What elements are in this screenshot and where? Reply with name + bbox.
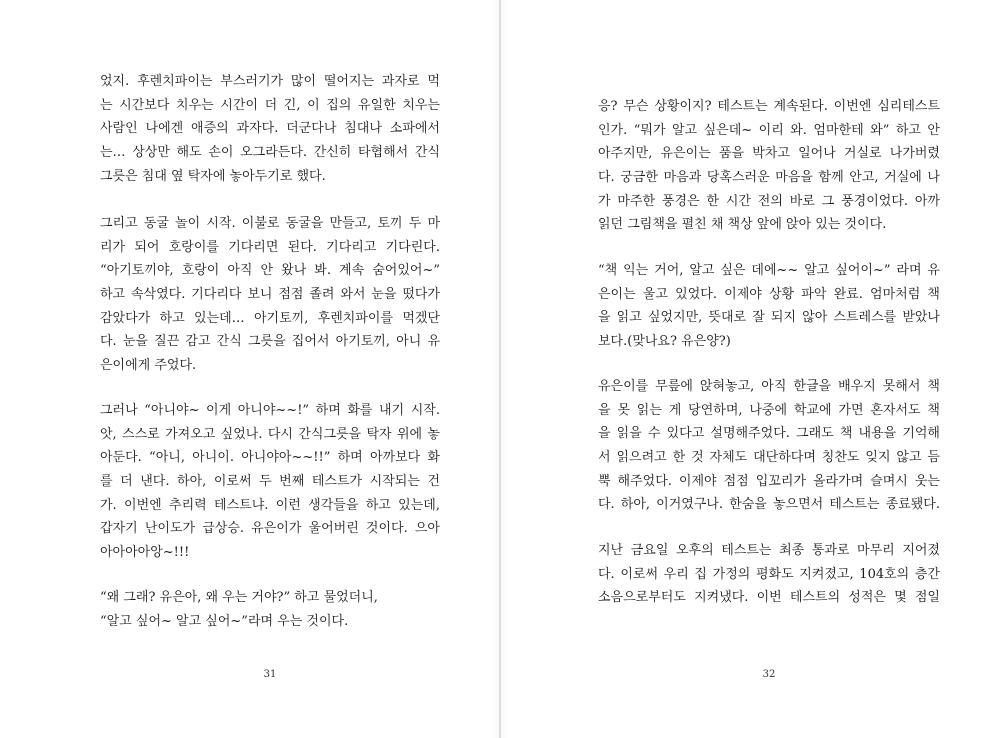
text-line: 소음으로부터도 지켜냈다. 이번 테스트의 성적은 몇 점일 bbox=[598, 590, 940, 606]
gutter-shadow bbox=[492, 0, 499, 738]
text-line: 다. 하아, 이거였구나. 한숨을 놓으면서 테스트는 종료됐다. bbox=[598, 497, 940, 513]
paragraph bbox=[100, 399, 440, 565]
text-line: 가. 이번엔 추리력 테스트냐. 이런 생각들을 하고 있는데, bbox=[100, 497, 440, 513]
text-line: 하고 속삭였다. 기다리다 보니 점점 졸려 와서 눈을 떴다가 bbox=[100, 287, 440, 303]
text-line: 읽던 그림책을 펼친 채 책상 앞에 앉아 있는 것이다. bbox=[598, 217, 887, 233]
text-line: 었지. 후렌치파이는 부스러기가 많이 떨어지는 과자로 먹 bbox=[100, 74, 440, 89]
text-line: 사람인 나에겐 애증의 과자다. 더군다나 침대나 소파에서 bbox=[100, 121, 440, 137]
paragraph bbox=[100, 586, 440, 633]
text-line: 앗, 스스로 가져오고 싶었나. 다시 간식그릇을 탁자 위에 놓 bbox=[100, 426, 440, 442]
text-line: 그리고 동굴 놀이 시작. 이불로 동굴을 만들고, 토끼 두 마 bbox=[100, 216, 440, 231]
paragraph bbox=[598, 95, 940, 237]
text-line: 을 읽을 수 있다고 설명해주었다. 그래도 책 내용을 기억해 bbox=[598, 426, 940, 442]
paragraph bbox=[598, 539, 940, 610]
text-line: 뿍 해주었다. 이제야 점점 입꼬리가 올라가며 슬며시 웃는 bbox=[598, 473, 940, 489]
gutter-shadow bbox=[501, 0, 508, 738]
text-line: 을 못 읽는 게 당연하며, 나중에 학교에 가면 혼자서도 책 bbox=[598, 402, 940, 418]
text-line: 은이는 울고 있었다. 이제야 상황 파악 완료. 엄마처럼 책 bbox=[598, 286, 940, 302]
text-line: 를 더 낸다. 하아, 이로써 두 번째 테스트가 시작되는 건 bbox=[100, 474, 440, 490]
text-line: 다. 눈을 질끈 감고 간식 그릇을 집어서 아기토끼, 아니 유 bbox=[100, 334, 440, 350]
text-line: 보다.(맞나요? 유은양?) bbox=[598, 334, 731, 350]
text-line: 서 읽으려고 한 것 자체도 대단하다며 칭찬도 잊지 않고 듬 bbox=[598, 450, 940, 466]
text-line: 그러나 “아니야~ 이게 아니야~~!” 하며 화를 내기 시작. bbox=[100, 403, 440, 418]
text-line: 다. 궁금한 마음과 당혹스러운 마음을 함께 안고, 거실에 나 bbox=[598, 170, 940, 186]
text-line: “책 익는 거어, 알고 싶은 데에~~ 알고 싶어이~” 라며 유 bbox=[598, 263, 940, 278]
paragraph bbox=[598, 259, 940, 354]
text-line: 리가 되어 호랑이를 기다리면 된다. 기다리고 기다린다. bbox=[100, 239, 440, 255]
text-line: 감았다가 하고 있는데… 아기토끼, 후렌치파이를 먹겠단 bbox=[100, 310, 440, 326]
text-line: “알고 싶어~ 알고 싶어~”라며 우는 것이다. bbox=[100, 613, 349, 629]
text-line: 응? 무슨 상황이지? 테스트는 계속된다. 이번엔 심리테스트 bbox=[598, 99, 940, 114]
paragraph bbox=[100, 70, 440, 188]
page-number: 31 bbox=[263, 669, 277, 680]
text-line: 는… 상상만 해도 손이 오그라든다. 간신히 타협해서 간식 bbox=[100, 145, 440, 161]
text-line: “왜 그래? 유은아, 왜 우는 거야?” 하고 물었더니, bbox=[100, 590, 378, 605]
text-line: 아주지만, 유은이는 품을 박차고 일어나 거실로 나가버렸 bbox=[598, 146, 940, 162]
page-gutter-divider bbox=[499, 0, 501, 738]
text-line: 그릇은 침대 옆 탁자에 놓아두기로 했다. bbox=[100, 168, 326, 184]
text-line: 아둔다. “아니, 아니이. 아니야아~~!!” 하며 아까보다 화 bbox=[100, 450, 440, 466]
text-line: 가 마주한 풍경은 한 시간 전의 바로 그 풍경이었다. 아까 bbox=[598, 193, 940, 209]
text-line: 는 시간보다 치우는 시간이 더 긴, 이 집의 유일한 치우는 bbox=[100, 97, 440, 113]
text-line: “아기토끼야, 호랑이 아직 안 왔나 봐. 계속 숨어있어~” bbox=[100, 263, 440, 279]
text-line: 을 읽고 싶었지만, 뜻대로 잘 되지 않아 스트레스를 받았나 bbox=[598, 310, 940, 326]
text-line: 갑자기 난이도가 급상승. 유은이가 울어버린 것이다. 으아 bbox=[100, 521, 440, 537]
text-line: 인가. “뭐가 알고 싶은데~ 이리 와. 엄마한테 와” 하고 안 bbox=[598, 122, 940, 138]
page-number: 32 bbox=[762, 669, 776, 680]
right-page bbox=[500, 0, 1000, 738]
text-line: 다. 이로써 우리 집 가정의 평화도 지켜졌고, 104호의 층간 bbox=[598, 566, 940, 582]
paragraph bbox=[598, 375, 940, 517]
text-line: 은이에게 주었다. bbox=[100, 358, 197, 374]
text-line: 아아아아앙~!!! bbox=[100, 545, 190, 561]
paragraph bbox=[100, 212, 440, 378]
text-line: 유은이를 무릎에 앉혀놓고, 아직 한글을 배우지 못해서 책 bbox=[598, 379, 940, 394]
text-line: 지난 금요일 오후의 테스트는 최종 통과로 마무리 지어졌 bbox=[598, 543, 940, 558]
